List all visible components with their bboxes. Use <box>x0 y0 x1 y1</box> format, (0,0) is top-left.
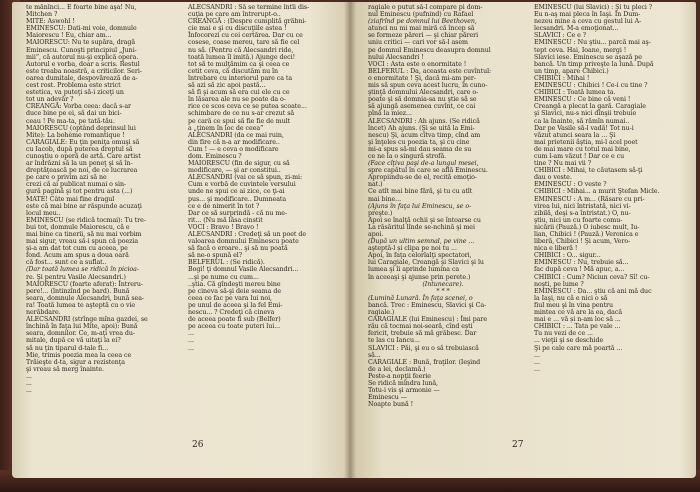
text-line: nicării (Pauză.) O iubesc mult, Iu- <box>534 223 640 231</box>
text-line: CHIBICI : Mihai, te căutasem să-ţi <box>534 167 643 175</box>
text-line: CHIBICI : Mihai ! <box>534 74 590 82</box>
text-line: nu să. (Pentru că Alecsandri ride, <box>188 46 294 54</box>
text-line: pe aceea cu toate puteri lui... <box>188 323 281 331</box>
text-line: ar îndrăzni să la un peneţ şi să în- <box>26 160 133 168</box>
text-line: valoarea domnului Eminescu poate <box>188 238 299 246</box>
text-line: cum l-am văzut ! Dar ce e cu <box>534 152 625 160</box>
text-line: din fire că n-a ar modificare.. <box>188 138 280 146</box>
text-line: (Ajuns în faţa lui Eminescu, se o- <box>368 202 472 210</box>
text-line: BELFERUL : (Se ridică). <box>188 259 265 267</box>
text-line: ... <box>534 365 540 373</box>
text-line: să ajungă asemenea cuvînt, ce cai <box>368 103 476 111</box>
text-line: Eminescu — <box>368 394 407 402</box>
text-line: bancă. Un timp priveşte la lună. După <box>534 60 654 68</box>
text-line: bui tot, domnule Maiorescu, că e <box>26 223 130 231</box>
right-page-column-1 <box>368 4 518 434</box>
text-line: (Intunecare). <box>422 280 464 288</box>
text-line: o enormitate ! Şi, dacă mi-am per- <box>368 74 476 82</box>
text-line: bancă. Trec : Eminescu, Slavici şi Ca- <box>368 301 487 309</box>
text-line: Şi pe cale care mă poartă ... <box>534 344 623 352</box>
text-line: nica e liberă ! <box>534 245 578 253</box>
text-line: dreptăţească pe noi, de ce lucrarea <box>26 167 138 175</box>
text-line: este treaba noastră, a criticilor. Seri- <box>26 67 142 75</box>
text-line: EMINESCU: Dati-mi voie, domnule <box>26 25 137 33</box>
text-line: EMINESCU : Da... ştiu că ani mă duc <box>534 287 652 295</box>
text-line: să fi şi acum să era cui ele cu ce <box>188 89 290 97</box>
text-line: SLAVICI : Păi, şi eu o să trebuiască <box>368 344 479 352</box>
text-line: se formeze păreri — şi chiar păreri <box>368 32 479 40</box>
text-line: şi vreau să merg înainte. <box>26 365 104 373</box>
text-line: uniu critici — cari vor să-l asem <box>368 39 468 47</box>
text-line: ca la înainte, să rămîn numai.. <box>534 117 630 125</box>
text-line: cuţia pe care am întrerupt-o.. <box>188 11 281 19</box>
text-line: ce e de nimerit în tot ? <box>188 202 260 210</box>
text-line: ALECSANDRI (strînge mîna gazdei, se <box>26 316 148 324</box>
text-line: Creangă a plecat la gară. Caragiale <box>534 103 646 111</box>
text-line: să... <box>368 351 381 359</box>
text-line: apoi. <box>368 231 384 238</box>
text-line: preşte.) <box>368 209 393 217</box>
text-line: de a lei, declamă.) <box>368 365 426 373</box>
text-line: ştiu, nici un cu foarte comu- <box>534 216 623 224</box>
text-line: aşteptă-l și clipa pe noi tu ... <box>368 245 457 253</box>
text-line: că fost... sunt ce a suflat.. <box>26 259 107 267</box>
text-line: întrebare cu interiorul pare ca ta <box>188 74 293 82</box>
text-line: pere!... (întinzînd pe bard). Bună <box>26 287 130 295</box>
text-line: nului Alecsandri ! <box>368 53 424 61</box>
text-line: toată lumea îl imită.) Ajunge deci! <box>188 53 296 61</box>
text-line: Noapte bună ! <box>368 401 414 409</box>
text-line: cest rost. Problema este strict <box>26 82 121 90</box>
text-line: ... <box>26 379 32 387</box>
book-gutter <box>344 0 356 478</box>
text-line: zibilă, deşi s-a întristat.) O, nu- <box>534 209 631 217</box>
text-line: EMINESCU : Nu ştiu... parcă mai aş- <box>534 39 651 47</box>
text-line: Înfocorezi cu cei certărea. Dar cu ce <box>188 32 303 40</box>
text-line: lumea şi îi aprinde lumina ca <box>368 266 460 274</box>
text-line: ... <box>26 372 32 380</box>
text-line: şi-a am dat tot cum cu aceea, pe <box>26 245 128 253</box>
text-line: în aceeaşi şi ajunse prin perete.) <box>368 273 471 281</box>
text-line: cosese, coase mereu, tare să fie cel <box>188 39 300 47</box>
text-line: CHIBICI : O... sigur... <box>534 252 601 260</box>
text-line: este că mai bine ar răspunde acuzaţi <box>26 202 142 210</box>
text-line: Maiorescu ! Eu, chiar am... <box>26 32 112 40</box>
text-line: fond. Acum am spus a doua oară <box>26 252 129 260</box>
text-line: EMINESCU (se ridică tocmai): Tu tre- <box>26 216 146 224</box>
text-line: lian, Chibici ! (Pauză.) Veronica e <box>534 231 639 238</box>
text-line: spre capătul în care se află Eminescu. <box>368 167 488 175</box>
text-line: SLAVICI : Ce e ? <box>534 32 587 40</box>
text-line: liberă, Chibici ! Şi acum, Vero- <box>534 238 631 246</box>
text-line: ştinţă domnului Alecsandri, care o- <box>368 89 479 97</box>
text-line: seara, domnule Alecsandri, bună sea- <box>26 294 144 302</box>
text-line: BELFERUL : Da, aceasta este cuvîntul: <box>368 67 492 75</box>
text-line: ... <box>26 387 32 395</box>
text-line: Trăieşte d-ta, sigur a rezistenţa <box>26 358 125 366</box>
text-line: EMINESCU : Nu, trebuie să... <box>534 259 629 267</box>
text-line: Totu-i vis şi armonie — <box>368 387 440 395</box>
text-line: văzut atunci seara la ... Şi <box>534 131 616 139</box>
text-line: oarea dumitale, despovărează de a- <box>26 74 138 82</box>
text-line: Dar ce să surprindă - că nu me- <box>188 209 288 217</box>
text-line: mai bine ca tinerii, să nu mai vorbim <box>26 231 142 238</box>
text-line: dom. Eminescu ? <box>188 152 242 160</box>
text-line: rice ce scos ceva ce se putea scoate... <box>188 103 307 111</box>
left-page-column-2 <box>188 4 338 434</box>
text-line: EMINESCU : Ce bine că veni ! <box>534 96 631 104</box>
text-line: CHIBICI : Toată lumea ta. <box>534 89 616 97</box>
right-page-number: 27 <box>512 440 524 450</box>
text-line: fac după ceva ! Mă apuc, a... <box>534 266 625 274</box>
text-line: MATE! Câte mai fine dragul <box>26 195 115 203</box>
text-line: atunci nu mi mai miră că încep să <box>368 25 475 33</box>
text-line: CHIBICI : Mihai... a murit Ştefan Micle. <box>534 188 660 196</box>
text-line: de aceea poate fi sub (Belfer) <box>188 316 281 324</box>
text-line: mitale, după ce vă uitaţi la ei? <box>26 337 121 345</box>
text-line: (După un ultim semnal, pe vine ... <box>368 238 475 246</box>
text-line: la Iaşi, nu că e nici o să <box>534 294 608 302</box>
text-line: Dar pe Vasile să-l vadă! Tot nu-i <box>534 124 634 132</box>
text-line: lecsandri. M-a emoţionat... <box>534 25 619 33</box>
text-line: tot să te mulţămim ca şi ceea ce <box>188 60 290 68</box>
text-line: CREANGĂ : (Despre cumplită grăbni- <box>188 18 307 26</box>
text-line: mintea ce vă are la ea, dacă <box>534 309 623 317</box>
text-line: EMINESCU : A m... (Răsare cu pri- <box>534 195 645 203</box>
text-line: te mănînci... E foarte bine aşa! Nu, <box>26 4 137 11</box>
left-page <box>12 2 350 478</box>
text-line: re. Şi pentru Vasile Alecsandri.) <box>26 273 126 281</box>
left-page-number: 26 <box>192 440 204 450</box>
text-line: CREANGĂ: Vorba ceea: dacă s-ar <box>26 103 132 111</box>
text-line: Mite): La bohème romantique ! <box>26 131 125 139</box>
text-line: în lăsarea ale nu se poate da o- <box>188 96 286 104</box>
text-line: MAIORESCU (fin de sigur, cu să <box>188 160 290 168</box>
right-page <box>350 2 696 478</box>
text-line: nat.) <box>368 181 383 189</box>
text-line: fiul meu şi în vina pentru <box>534 301 613 309</box>
text-line: CARAGIALE (lui Eminescu) : Îmi pare <box>368 316 488 324</box>
text-line: ... <box>534 351 540 359</box>
text-line: nescu) Şi, acum cîtva timp, cînd am <box>368 131 481 139</box>
text-line: ... <box>188 330 194 338</box>
text-line: pe domnul Eminescu deasupra domnul <box>368 46 491 54</box>
text-line: poate şi să domnia-sa nu ştie să se <box>368 96 477 104</box>
text-line: fericit, trebuie să mă grăbesc. Dar <box>368 330 477 338</box>
left-page-column-1 <box>26 4 176 434</box>
text-line: mii”, că autorul nu-şi explică opera. <box>26 53 139 61</box>
text-line: Cum e vorbă de cuvintele versului <box>188 181 296 189</box>
text-line: Apoi, în faţa celorlalţi spectatori, <box>368 252 472 260</box>
text-line: a „ţinem în loc de ceea” <box>188 124 264 132</box>
text-line: Cum ! — e ceva o modificare <box>188 145 279 153</box>
text-line: pus... şi modificare.. Dumneata <box>188 195 287 203</box>
text-line: nescu... ? Credeţi că cineva <box>188 309 275 317</box>
text-line: tine ? Nu mai vii ? <box>534 160 592 168</box>
text-line: seara, domnilor. Ce, m-aţi vrea du- <box>26 330 135 338</box>
text-line: tept ceva. Hai, Ioane, mergi ! <box>534 46 627 54</box>
text-line: Eu n-aş mai pleca în Iaşi. În Dum- <box>534 11 641 19</box>
text-line: CARAGIALE: Eu ţin peniţa omuşi să <box>26 138 140 146</box>
text-line: tot un adevăr ? <box>26 96 74 104</box>
text-line: ..ştia. Că gîndeşti mereu bine <box>188 280 281 288</box>
text-line: ceau ! Pe ma-ta, pe tată-tău. <box>26 117 115 125</box>
text-line: estetica, va puteţi să-i ziceţi un <box>26 89 124 97</box>
text-line: ALECSANDRI : Credeţi să un poet de <box>188 231 307 238</box>
text-line: ALECSANDRI (vai ce să spun, zi-mi: <box>188 174 303 182</box>
text-line: cetit ceva, că discutăm nu în <box>188 67 279 75</box>
text-line: nul Eminescu (pufnind) cu Rafael <box>368 11 474 19</box>
text-line: mis să spun ceva acest lucru, în cuno- <box>368 82 488 90</box>
text-line: ragiale o putut să-l compare pi dom- <box>368 4 483 11</box>
text-line: (Face cîţiva paşi de-a lungul mesei, <box>368 160 479 168</box>
text-line: mai prietenii ăştia, mi-l acel poet <box>534 138 638 146</box>
text-line: VOCI : Bravo ! Bravo ! <box>188 223 259 231</box>
text-line: * * * <box>436 287 450 295</box>
text-line: MAIORESCU: Nu te supăra, dragă <box>26 39 136 47</box>
text-line: La răsăritul lînde se-nchină şi mei <box>368 223 475 231</box>
text-line: de mai mare cu totul mai bine, <box>534 145 631 153</box>
text-line: ... vieţii şi se deschide <box>534 337 604 345</box>
text-line: ...şi pe nume cu cum... <box>188 273 259 281</box>
text-line: gură pagină şi tot pentru asta (...) <box>26 188 133 196</box>
text-line: VOCI : Asta este o enormitate ! <box>368 60 467 68</box>
text-line: mai e ... vă și n-am loc să ... <box>534 316 621 324</box>
text-line: MITE: Aswohl ! <box>26 18 75 26</box>
text-line: (Dar toată lumea se ridică în picioa- <box>26 266 139 274</box>
text-line: să ne-o spună el? <box>188 252 243 260</box>
text-line: ... <box>534 358 540 366</box>
text-line: ragiale.) <box>368 309 395 317</box>
text-line: CHIBICI : ... Tata pe vale ... <box>534 323 621 331</box>
text-line: să azi să zic apoi pastă... <box>188 82 266 90</box>
text-line: să facă o eroare.. şi să nu poată <box>188 245 288 253</box>
text-line: Autorul e vorba, doar a scris. Restul <box>26 60 140 68</box>
text-line: MAIORESCU (optând deprinsul lui <box>26 124 136 132</box>
text-line: Mie, trimis poezia mea la ceea ce <box>26 351 132 359</box>
text-line: să nu ţin tiparul d-tale fi... <box>26 344 109 352</box>
text-line: ... <box>188 344 194 352</box>
text-line: Apropiindu-se de el, recită emoţio- <box>368 174 477 182</box>
right-page-column-2 <box>534 4 684 434</box>
text-line: (Lumină Lunară. În faţa scenei, o <box>368 294 473 302</box>
text-line: Slavici iese. Eminescu se aşază pe <box>534 53 642 61</box>
text-line: virea lui, nici întristată, nici vi- <box>534 202 631 210</box>
text-line: ceea ce fac pe vara lui noi, <box>188 294 272 302</box>
text-line: Apoi se înalţă ochii şi se întoarse cu <box>368 216 481 224</box>
text-line: EMINESCU : O veste ? <box>534 181 607 189</box>
text-line: pe cineva să-şi deie seama de <box>188 287 282 295</box>
text-line: şi Slavici, nu-s nici dînşii trebuie <box>534 110 637 118</box>
text-line: Peste-a nopţii feerie <box>368 372 431 380</box>
text-line: nezeu mine a ceva cu gestul lui A- <box>534 18 642 26</box>
text-line: pe cară ce spui să fie fie de mult <box>188 117 291 125</box>
text-line: pînă la miez... <box>368 110 412 118</box>
text-line: dau o veste. <box>534 174 572 182</box>
text-line: Se ridică mîndra lună, <box>368 379 439 387</box>
text-line: modificare, — şi ar constitui.. <box>188 167 281 175</box>
text-line: MAIORESCU (foarte aferat): Întreru- <box>26 280 143 288</box>
text-line: ra! Toată lumea te aşteptă cu o vie <box>26 301 136 309</box>
text-line: Bogi! ţi domnul Vasile Alecsandri... <box>188 266 299 274</box>
text-line: mai sigur, vreau să-i spun că poezia <box>26 238 139 246</box>
text-line: închină în faţa lui Mite, apoi): Bună <box>26 323 138 331</box>
text-line: ALECSANDRI (da ce mai ruin, <box>188 131 284 139</box>
text-line: (ziafrînd pe domnul lui Beethoven, <box>368 18 477 26</box>
text-line: locul meu.. <box>26 209 61 217</box>
text-line: mi-a spus să-mi dau seama de su <box>368 145 472 153</box>
text-line: duce bine pe ei, să dai un bici- <box>26 110 122 118</box>
text-line: Mitchen ? <box>26 11 58 19</box>
text-line: cie mai e şi cu discuţiile astea ! <box>188 25 287 33</box>
text-line: nerăbdare. <box>26 309 61 317</box>
text-line: cunoştiu o operă de artă. Care artist <box>26 152 141 160</box>
text-line: încet) Ah ajuns. (Şi se uită la Emi- <box>368 124 475 132</box>
text-line: noşti, pe lume ? <box>534 280 584 288</box>
text-line: crezi că ai publicat numai o sin- <box>26 181 127 189</box>
text-line: EMINESCU (lui Slavici) : Şi tu pleci ? <box>534 4 653 11</box>
text-line: pe care o privim azi să ne <box>26 174 107 182</box>
text-line: cu Iacob, după puterea dreptul să <box>26 145 133 153</box>
text-line: pe unul de aceea şi la fel Emi- <box>188 301 283 309</box>
text-line: EMINESCU : Chibici ! Ce-i cu tine ? <box>534 82 648 90</box>
text-line: CHIBICI : Cum? Niciun ceva? Sî! cu- <box>534 273 650 281</box>
text-line: rit... (Nu mă lăsa cinstit <box>188 216 263 224</box>
text-line: ALECSANDRI : Ah ajuns. (Se ridică <box>368 117 480 125</box>
text-line: Tu nu vezi de ce ... <box>534 330 594 338</box>
text-line: rău că tocmai noi-seară, cînd ești <box>368 323 473 331</box>
text-line: Eminescu. Cunoşti principiul „Juni- <box>26 46 137 54</box>
text-line: schimbare de ce nu s-ar crezut să <box>188 110 295 118</box>
text-line: mai bine... <box>368 195 402 203</box>
text-line: lui Caragiale, Creangă şi Slavici şi lu <box>368 259 484 267</box>
text-line: te las cu Iancu... <box>368 337 420 345</box>
text-line: CARAGIALE : Bună, fraţilor. (Ieşind <box>368 358 481 366</box>
text-line: ce ne la o singură strofă. <box>368 152 447 160</box>
text-line: ALECSANDRI : Să se termine întîi dis- <box>188 4 310 11</box>
text-line: şi înţeles cu poezia ta, şi cu cine <box>368 138 470 146</box>
text-line: unde ne spui ce ai zice, ce ţi-ai <box>188 188 285 196</box>
text-line: ... <box>188 337 194 345</box>
text-line: Ce atît mai bine fără, şi tu cu atît <box>368 188 473 196</box>
text-line: un timp, apare Chibici.) <box>534 67 609 75</box>
